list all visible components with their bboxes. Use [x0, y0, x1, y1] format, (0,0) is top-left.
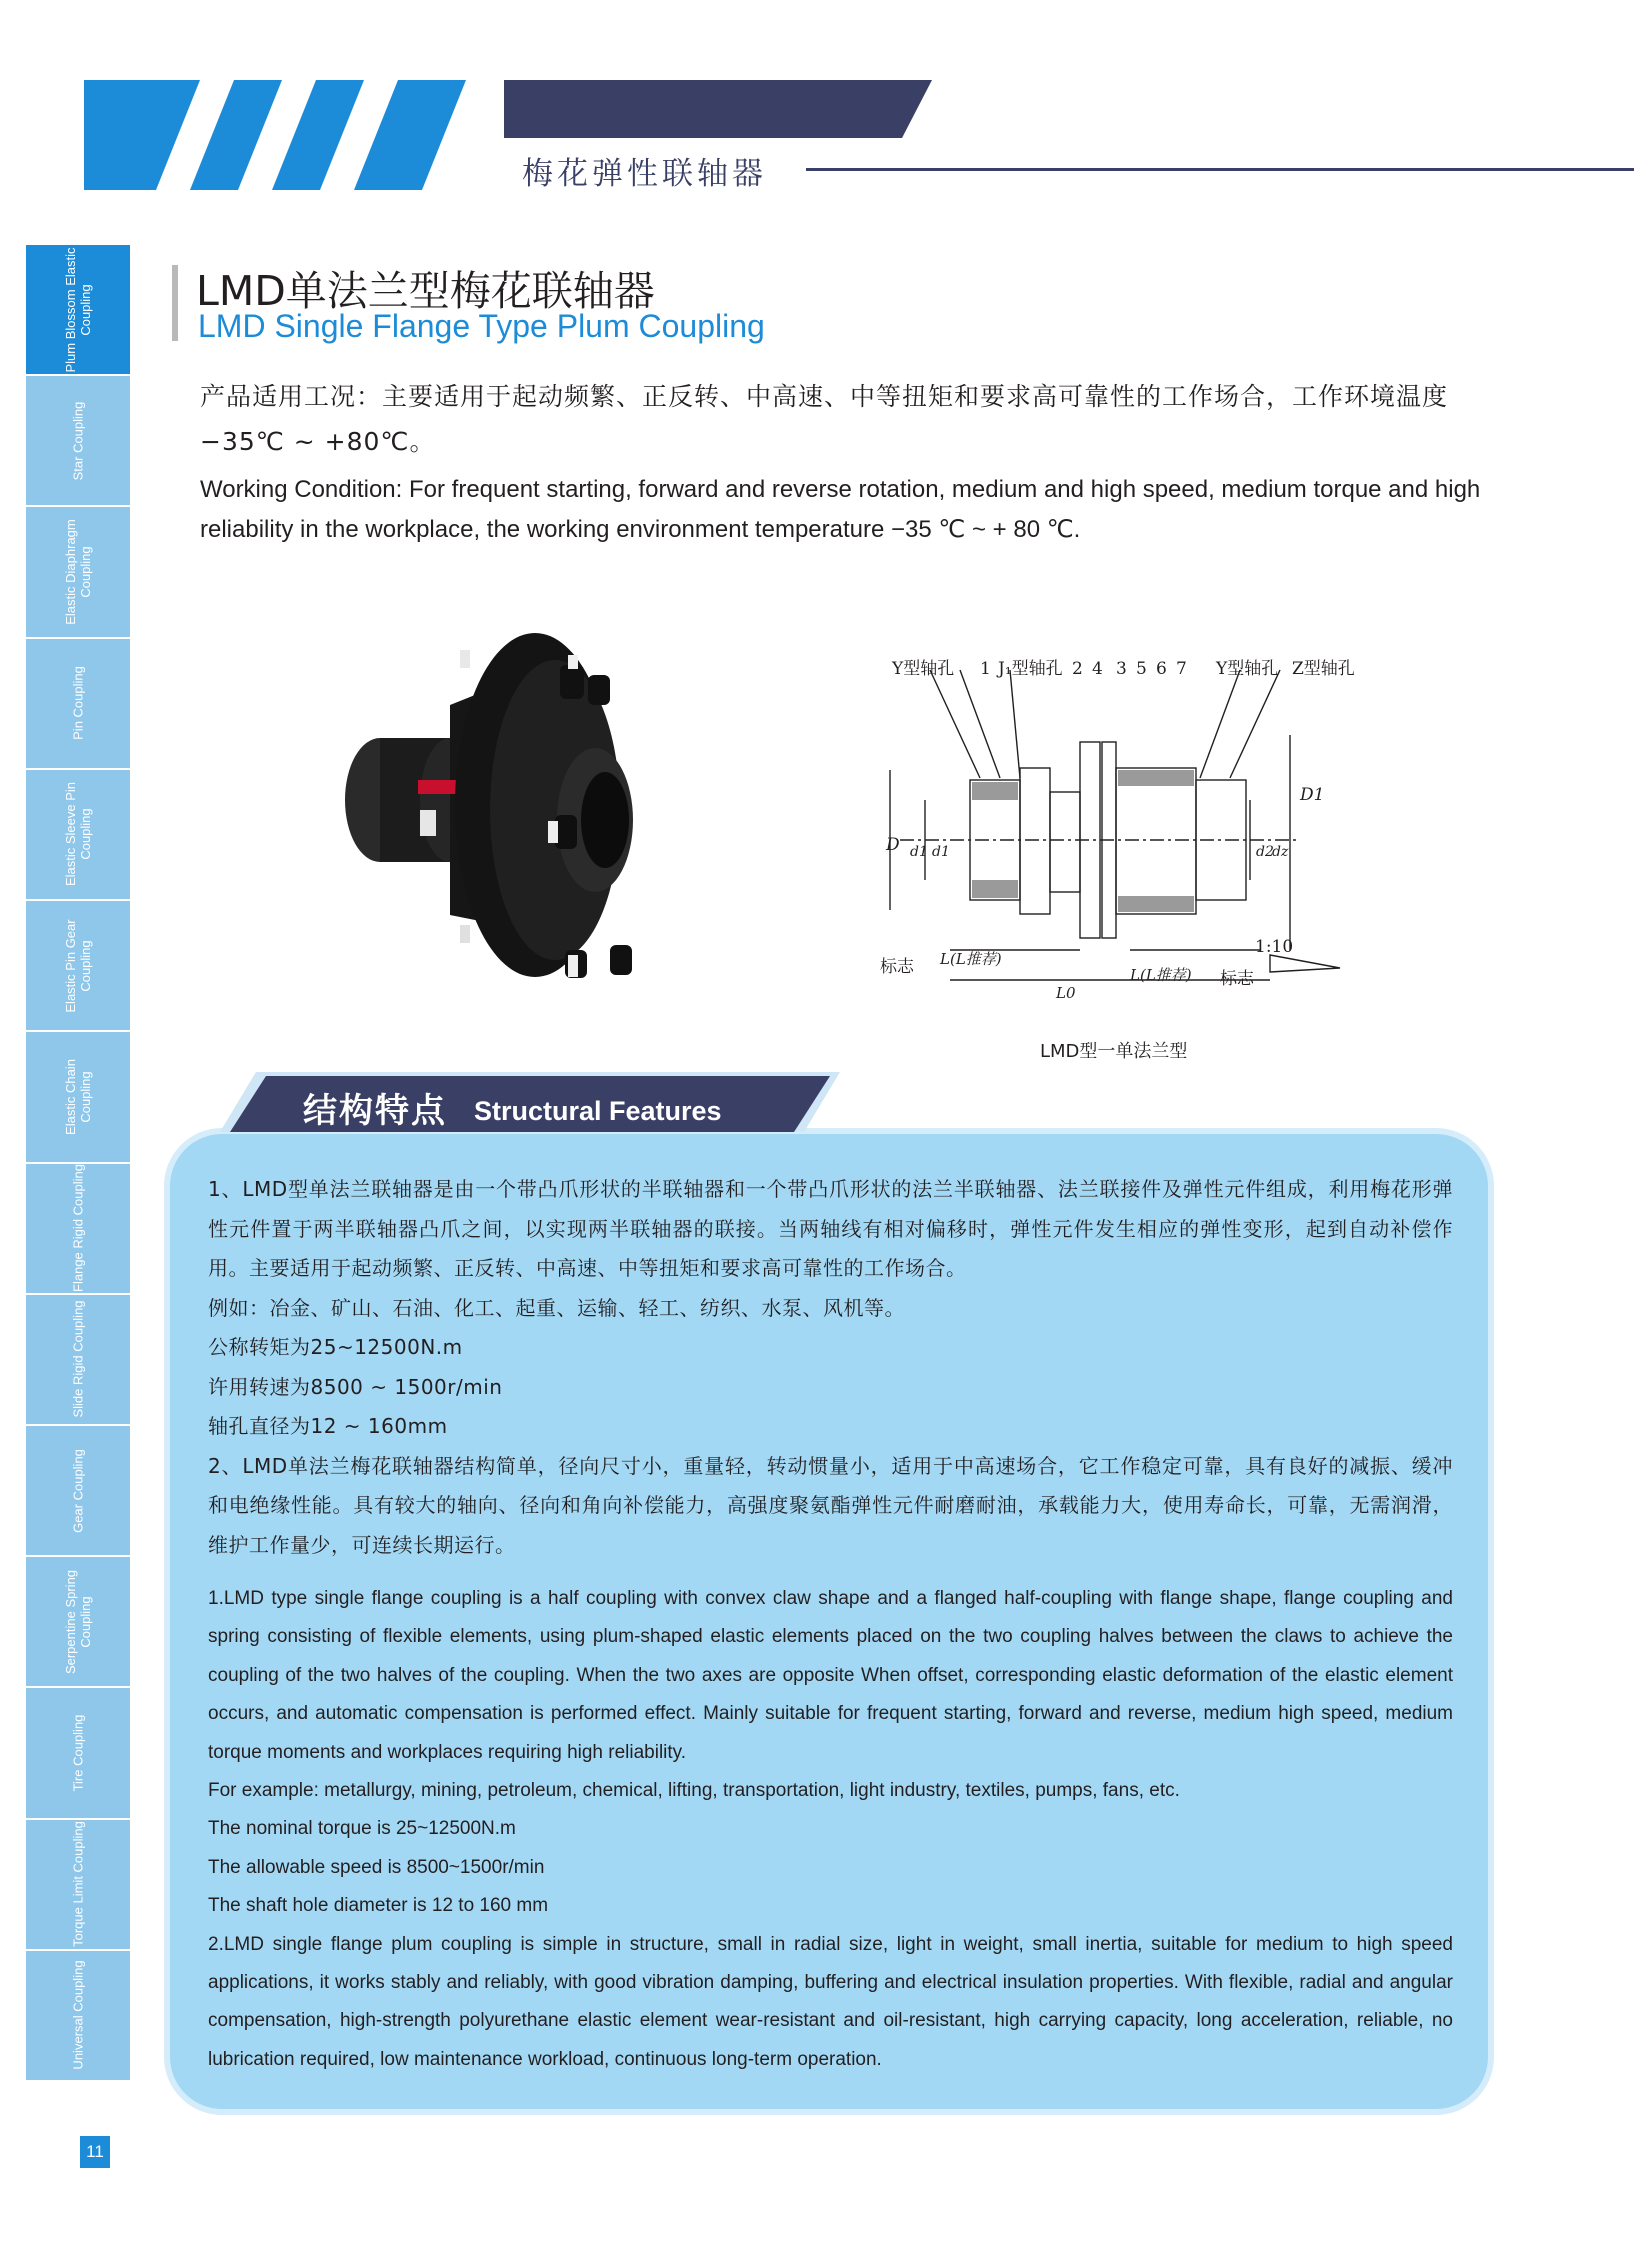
side-tab-pin[interactable]	[26, 639, 130, 770]
drawing-dim-d1b: d1	[932, 844, 950, 860]
page-number: 11	[80, 2136, 110, 2168]
drawing-label-part-1: 1	[980, 659, 991, 679]
side-tab-torque-limit[interactable]	[26, 1820, 130, 1951]
features-cn-text	[208, 1170, 1453, 1565]
working-condition-cn: 产品适用工况：主要适用于起动频繁、正反转、中高速、中等扭矩和要求高可靠性的工作场合，工作环境温度 −35℃ ~ +80℃。	[200, 382, 1449, 456]
drawing-dim-D: D	[886, 835, 900, 855]
features-en-paragraph: The allowable speed is 8500~1500r/min	[208, 1856, 545, 1878]
features-cn-paragraph: 轴孔直径为12 ~ 160mm	[208, 1414, 448, 1438]
title-accent-bar	[172, 265, 178, 341]
product-title-cn: LMD单法兰型梅花联轴器	[196, 267, 655, 315]
side-tab-elastic-sleeve-pin[interactable]	[26, 770, 130, 901]
features-en-paragraph: 1.LMD type single flange coupling is a half coupling with convex claw shape and a flanged half-coupling with flange shape, flange coupling and spring consisting of flexible elements, using plum-shaped elastic elements placed on the two coupling halves between the claws to achieve the coupling of the two halves of the coupling. When the two axes are opposite When offset, corresponding elastic deformation of the elastic element occurs, and automatic compensation is performed effect. Mainly suitable for frequent starting, forward and reverse, medium high speed, medium torque moments and workplaces requiring high reliability.	[208, 1588, 1453, 1763]
features-en-paragraph: For example: metallurgy, mining, petroleum, chemical, lifting, transportation, light industry, textiles, pumps, fans, etc.	[208, 1780, 1180, 1802]
drawing-mark-left: 标志	[880, 957, 914, 977]
side-tab-label: Universal Coupling	[70, 1960, 86, 2071]
side-tab-label: Flange Rigid Coupling	[70, 1164, 86, 1293]
drawing-dim-dz: dz	[1272, 844, 1289, 860]
drawing-label-part-5: 5	[1136, 659, 1147, 679]
side-tab-label: Elastic Sleeve Pin Coupling	[63, 782, 93, 887]
drawing-label-j1-hole: J₁型轴孔	[998, 659, 1063, 679]
side-tab-elastic-chain[interactable]	[26, 1032, 130, 1163]
drawing-label-part-4: 4	[1092, 659, 1103, 679]
features-en-paragraph: The nominal torque is 25~12500N.m	[208, 1818, 516, 1840]
features-cn-paragraph: 许用转速为8500 ~ 1500r/min	[208, 1374, 503, 1399]
header-rule	[806, 168, 1634, 171]
drawing-label-y-hole-right: Y型轴孔	[1216, 659, 1279, 679]
features-cn-paragraph: 1、LMD型单法兰联轴器是由一个带凸爪形状的半联轴器和一个带凸爪形状的法兰半联轴器、法兰联接件及弹性元件组成，利用梅花形弹性元件置于两半联轴器凸爪之间，以实现两半联轴器的联接。当两轴线有相对偏移时，弹性元件发生相应的弹性变形，起到自动补偿作用。主要适用于起动频繁、正反转、中高速、中等扭矩和要求高可靠性的工作场合。	[208, 1177, 1453, 1280]
features-cn-paragraph: 公称转矩为25~12500N.m	[208, 1335, 463, 1359]
side-tab-elastic-pin-gear[interactable]	[26, 901, 130, 1032]
drawing-mark-right: 标志	[1220, 969, 1254, 989]
side-tab-slide-rigid[interactable]	[26, 1295, 130, 1426]
side-tab-label: Elastic Chain Coupling	[63, 1058, 93, 1135]
side-tab-label: Elastic Diaphragm Coupling	[63, 519, 93, 625]
drawing-label-part-2: 2	[1072, 659, 1083, 679]
side-tab-flange-rigid[interactable]	[26, 1164, 130, 1295]
header-category-title: 梅花弹性联轴器	[522, 156, 767, 192]
features-cn-paragraph: 2、LMD单法兰梅花联轴器结构简单，径向尺寸小，重量轻，转动惯量小，适用于中高速场合，它工作稳定可靠，具有良好的减振、缓冲和电绝缘性能。具有较大的轴向、径向和角向补偿能力，高强度聚氨酯弹性元件耐磨耐油，承载能力大，使用寿命长，可靠，无需润滑，维护工作量少，可连续长期运行。	[208, 1453, 1453, 1557]
coupling-product-photo	[320, 625, 690, 995]
side-tab-serpentine-spring[interactable]	[26, 1557, 130, 1688]
side-tab-label: Tire Coupling	[70, 1714, 86, 1792]
side-tab-label: Elastic Pin Gear Coupling	[63, 919, 93, 1013]
drawing-dim-L-right: L(L推荐)	[1130, 966, 1192, 984]
features-en-paragraph: 2.LMD single flange plum coupling is simple in structure, small in radial size, light in weight, small inertia, suitable for medium to high speed applications, it works stably and reliably, with good vibration damping, buffering and electrical insulation properties. With flexible, radial and angular compensation, high-strength polyurethane elastic element wear-resistant and oil-resistant, high carrying capacity, long acceleration, reliable, no lubrication required, low maintenance workload, continuous long-term operation.	[208, 1933, 1453, 2070]
side-tab-label: Serpentine Spring Coupling	[63, 1569, 93, 1674]
drawing-dim-d1: d1	[910, 844, 928, 860]
side-tab-elastic-diaphragm[interactable]	[26, 507, 130, 638]
features-heading-cn: 结构特点	[303, 1091, 447, 1131]
features-en-text	[208, 1580, 1453, 2079]
side-tab-nav	[26, 245, 130, 2082]
drawing-label-part-6: 6	[1156, 659, 1167, 679]
side-tab-label: Pin Coupling	[70, 666, 86, 741]
side-tab-star[interactable]	[26, 376, 130, 507]
features-cn-paragraph: 例如：冶金、矿山、石油、化工、起重、运输、轻工、纺织、水泵、风机等。	[208, 1295, 905, 1320]
drawing-dim-L-left: L(L推荐)	[940, 950, 1002, 968]
side-tab-plum-blossom[interactable]	[26, 245, 130, 376]
drawing-taper: 1:10	[1255, 937, 1294, 957]
drawing-dim-d2: d2	[1256, 844, 1274, 860]
drawing-label-part-7: 7	[1176, 659, 1187, 679]
drawing-label-z-hole: Z型轴孔	[1292, 659, 1355, 679]
features-en-paragraph: The shaft hole diameter is 12 to 160 mm	[208, 1895, 549, 1917]
drawing-label-y-hole-left: Y型轴孔	[892, 659, 955, 679]
side-tab-gear[interactable]	[26, 1426, 130, 1557]
drawing-label-part-3: 3	[1116, 659, 1127, 679]
features-heading-en: Structural Features	[474, 1096, 722, 1126]
side-tab-label: Plum Blossom Elastic Coupling	[63, 247, 93, 373]
product-title-en: LMD Single Flange Type Plum Coupling	[198, 308, 765, 344]
technical-drawing	[880, 650, 1400, 1070]
drawing-dim-L0: L0	[1056, 984, 1076, 1002]
side-tab-label: Torque Limit Coupling	[70, 1821, 86, 1948]
side-tab-universal[interactable]	[26, 1951, 130, 2082]
side-tab-label: Star Coupling	[70, 401, 86, 481]
working-condition-en: Working Condition: For frequent starting, forward and reverse rotation, medium and high speed, medium torque and high reliability in the workplace, the working environment temperature −35 ℃ ~ + 80 ℃.	[200, 476, 1481, 543]
side-tab-tire[interactable]	[26, 1688, 130, 1819]
drawing-dim-D1: D1	[1300, 785, 1325, 805]
side-tab-label: Slide Rigid Coupling	[70, 1300, 86, 1418]
drawing-caption: LMD型一单法兰型	[1040, 1041, 1188, 1062]
side-tab-label: Gear Coupling	[70, 1448, 86, 1533]
